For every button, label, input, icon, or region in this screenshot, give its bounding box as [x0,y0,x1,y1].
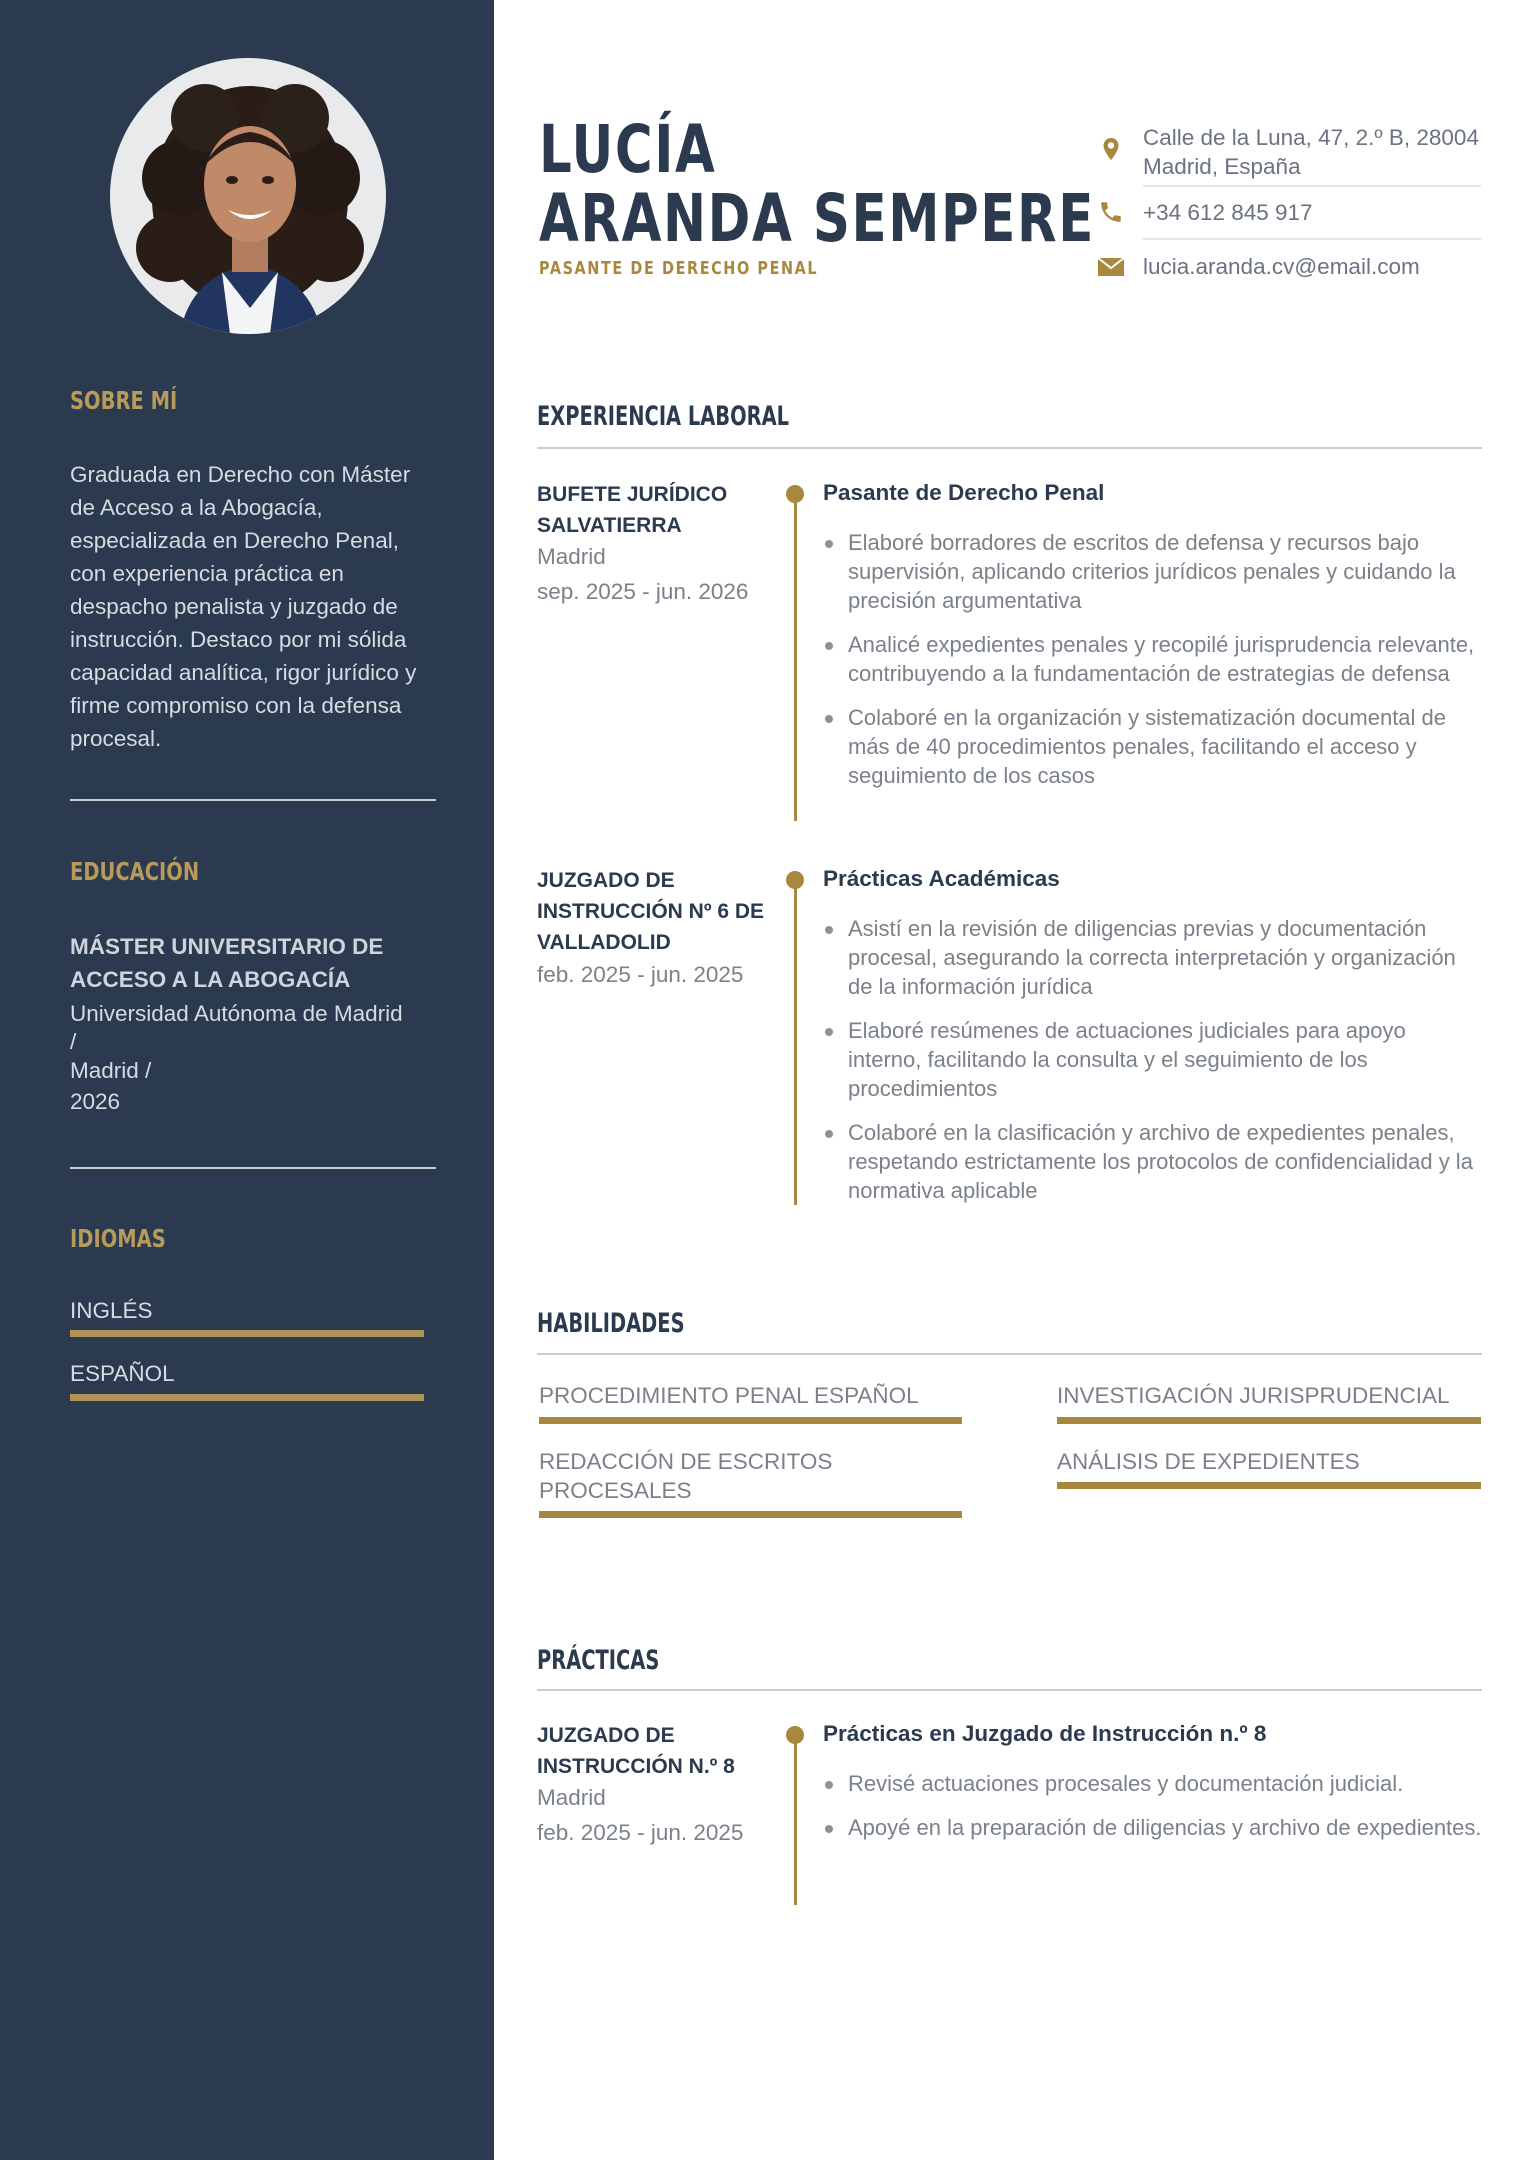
timeline-dot [786,871,804,889]
employer-name: JUZGADO DE INSTRUCCIÓN Nº 6 DE VALLADOLID [537,869,765,954]
phone-icon [1096,197,1126,227]
skill-bar [1057,1417,1481,1424]
job-role: Prácticas en Juzgado de Instrucción n.º 8 [823,1721,1267,1746]
divider [70,799,436,801]
skill-bar [539,1511,962,1518]
section-divider [537,1353,1482,1355]
skill-label: REDACCIÓN DE ESCRITOS PROCESALES [539,1449,833,1503]
address-line-1: Calle de la Luna, 47, 2.º B, 28004 [1143,125,1479,150]
section-divider [537,447,1482,449]
list-item: Revisé actuaciones procesales y documentación judicial. [823,1769,1483,1798]
location-pin-icon [1096,134,1126,164]
about-text: Graduada en Derecho con Máster de Acceso a la Abogacía, especializada en Derecho Penal, con experiencia práctica en despacho penalista y juzgado de instrucción. Destaco por mi sólida capacidad analítica, rigor jurídico y firme compromiso con la defensa procesal. [70,462,417,751]
responsibilities-list [823,914,1483,1220]
language-level-bar [70,1330,424,1337]
profile-photo [110,58,386,334]
list-item: Apoyé en la preparación de diligencias y archivo de expedientes. [823,1813,1483,1842]
education-degree: MÁSTER UNIVERSITARIO DE ACCESO A LA ABOGACÍA [70,934,384,992]
list-item: Analicé expedientes penales y recopilé jurisprudencia relevante, contribuyendo a la fundamentación de estrategias de defensa [823,630,1483,688]
list-item: Colaboré en la organización y sistematización documental de más de 40 procedimientos penales, facilitando el acceso y seguimiento de los casos [823,703,1483,790]
phone-number[interactable]: +34 612 845 917 [1143,200,1313,225]
timeline-line [794,491,797,821]
language-name: ESPAÑOL [70,1361,175,1386]
list-item: Elaboré borradores de escritos de defensa y recursos bajo supervisión, aplicando criterios jurídicos penales y cuidando la precisión argumentativa [823,528,1483,615]
responsibilities-list [823,528,1483,805]
education-separator: / [70,1029,77,1054]
timeline-line [794,1732,797,1905]
about-heading: SOBRE MÍ [70,386,178,415]
section-divider [537,1689,1482,1691]
education-year: 2026 [70,1089,121,1114]
divider [1143,185,1481,187]
list-item: Colaboré en la clasificación y archivo de expedientes penales, respetando estrictamente los protocolos de confidencialidad y la normativa aplicable [823,1118,1483,1205]
job-role: Prácticas Académicas [823,866,1060,891]
list-item: Asistí en la revisión de diligencias previas y documentación procesal, asegurando la correcta interpretación y organización de la información jurídica [823,914,1483,1001]
languages-heading: IDIOMAS [70,1224,166,1253]
skill-label: PROCEDIMIENTO PENAL ESPAÑOL [539,1383,919,1408]
skill-bar [1057,1482,1481,1489]
list-item: Elaboré resúmenes de actuaciones judiciales para apoyo interno, facilitando la consulta y el seguimiento de los procedimientos [823,1016,1483,1103]
employer-name: BUFETE JURÍDICO SALVATIERRA [537,483,728,537]
employer-name: JUZGADO DE INSTRUCCIÓN N.º 8 [537,1724,735,1778]
divider [1143,238,1481,240]
divider [70,1167,436,1169]
job-title: PASANTE DE DERECHO PENAL [539,258,819,279]
last-name: ARANDA SEMPERE [539,180,1095,257]
first-name: LUCÍA [539,111,717,188]
language-name: INGLÉS [70,1298,153,1323]
timeline-dot [786,1726,804,1744]
skill-bar [539,1417,962,1424]
employer-city: Madrid [537,544,606,569]
language-level-bar [70,1394,424,1401]
employment-dates: feb. 2025 - jun. 2025 [537,1820,744,1845]
education-institution: Universidad Autónoma de Madrid [70,1001,403,1026]
skills-heading: HABILIDADES [537,1308,685,1339]
responsibilities-list [823,1769,1483,1857]
experience-heading: EXPERIENCIA LABORAL [537,401,790,432]
employment-dates: sep. 2025 - jun. 2026 [537,579,749,604]
skill-label: INVESTIGACIÓN JURISPRUDENCIAL [1057,1383,1450,1408]
timeline-line [794,877,797,1205]
employer-city: Madrid [537,1785,606,1810]
envelope-icon [1096,252,1126,282]
skill-label: ANÁLISIS DE EXPEDIENTES [1057,1449,1360,1474]
education-city: Madrid / [70,1058,152,1083]
address-line-2: Madrid, España [1143,154,1301,179]
email-address[interactable]: lucia.aranda.cv@email.com [1143,254,1420,279]
employment-dates: feb. 2025 - jun. 2025 [537,962,744,987]
internships-heading: PRÁCTICAS [537,1645,660,1676]
job-role: Pasante de Derecho Penal [823,480,1105,505]
timeline-dot [786,485,804,503]
education-heading: EDUCACIÓN [70,857,200,886]
sidebar [0,0,494,2160]
